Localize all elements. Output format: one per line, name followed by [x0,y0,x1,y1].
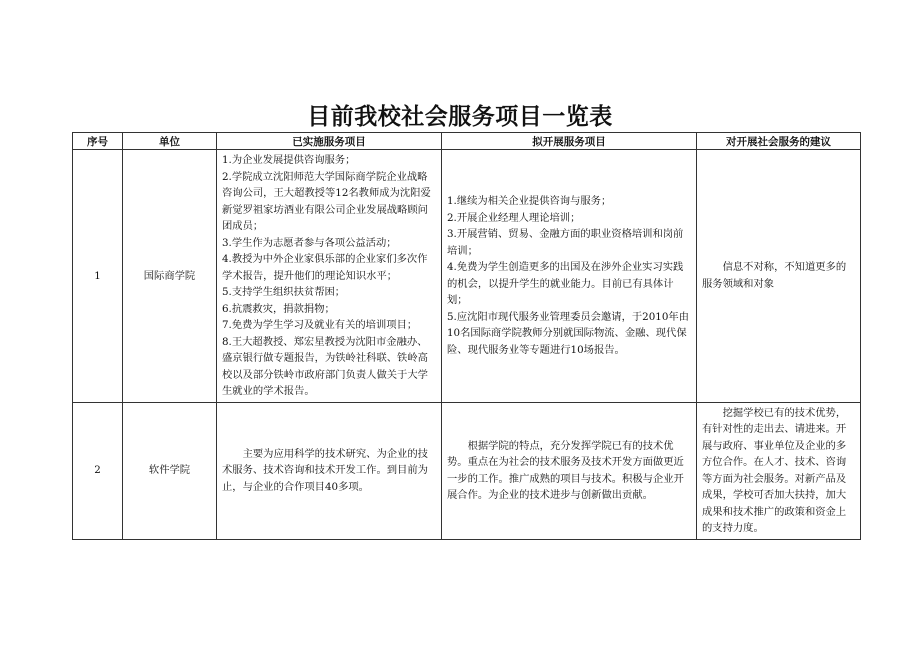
list-item: 5.支持学生组织扶贫帮困； [222,286,346,298]
header-planned: 拟开展服务项目 [442,133,697,150]
table-row [73,402,861,539]
planned-text: 根据学院的特点，充分发挥学院已有的技术优势。重点在为社会的技术服务及技术开发方面做更近一步的工作。推广成熟的项目与技术。积极与企业开展合作。为企业的技术进步与创新做出贡献。 [447,439,684,501]
table-header-row [73,133,861,150]
unit-name: 国际商学院 [123,150,217,403]
list-item: 1.继续为相关企业提供咨询与服务； [447,195,612,208]
row-number: 1 [73,150,123,403]
header-suggestion: 对开展社会服务的建议 [697,133,861,150]
table-row [73,150,861,403]
list-item: 7.免费为学生学习及就业有关的培训项目； [222,319,418,331]
list-item: 2.学院成立沈阳师范大学国际商学院企业战略咨询公司，王大超教授等12名教师成为沈阳爱新觉罗祖家坊酒业有限公司企业发展战略顾问团成员； [222,170,431,232]
list-item: 3.开展营销、贸易、金融方面的职业资格培训和岗前培训； [447,228,684,257]
list-item: 6.抗震救灾，捐款捐物； [222,302,335,315]
list-item: 2.开展企业经理人理论培训； [447,211,581,224]
suggestion-cell [697,402,861,539]
planned-cell [442,150,697,403]
suggestion-cell [697,150,861,403]
header-implemented: 已实施服务项目 [217,133,442,150]
list-item: 4.教授为中外企业家俱乐部的企业家们多次作学术报告，提升他们的理论知识水平； [222,253,428,282]
list-item: 1.为企业发展提供咨询服务； [222,154,356,166]
suggestion-text: 挖掘学校已有的技术优势，有针对性的走出去、请进来。开展与政府、事业单位及企业的多方位合作。在人才、技术、咨询等方面为社会服务。对新产品及成果，学校可否加大扶持，加大成果和技术推广的政策和资金上的支持力度。 [702,406,847,534]
planned-cell [442,402,697,539]
list-item: 3.学生作为志愿者参与各项公益活动； [222,236,397,249]
page-title: 目前我校社会服务项目一览表 [307,104,613,130]
implemented-cell [217,150,442,403]
list-item: 4.免费为学生创造更多的出国及在涉外企业实习实践的机会，以提升学生的就业能力。目前已有具体计划； [447,261,684,307]
row-number: 2 [73,402,123,539]
implemented-cell [217,402,442,539]
unit-name: 软件学院 [123,402,217,539]
suggestion-text: 信息不对称，不知道更多的服务领域和对象 [702,261,847,290]
implemented-text: 主要为应用科学的技术研究、为企业的技术服务、技术咨询和技术开发工作。到目前为止，与企业的合作项目40多项。 [222,447,428,493]
list-item: 8.王大超教授、郑宏星教授为沈阳市金融办、盛京银行做专题报告，为铁岭社科联、铁岭高校以及部分铁岭市政府部门负责人做关于大学生就业的学术报告。 [222,335,428,397]
service-projects-table [72,132,861,540]
list-item: 5.应沈阳市现代服务业管理委员会邀请，于2010年由10名国际商学院教师分别就国际物流、金融、现代保险、现代服务业等专题进行10场报告。 [447,310,689,356]
header-unit: 单位 [123,133,217,150]
header-no: 序号 [73,133,123,150]
